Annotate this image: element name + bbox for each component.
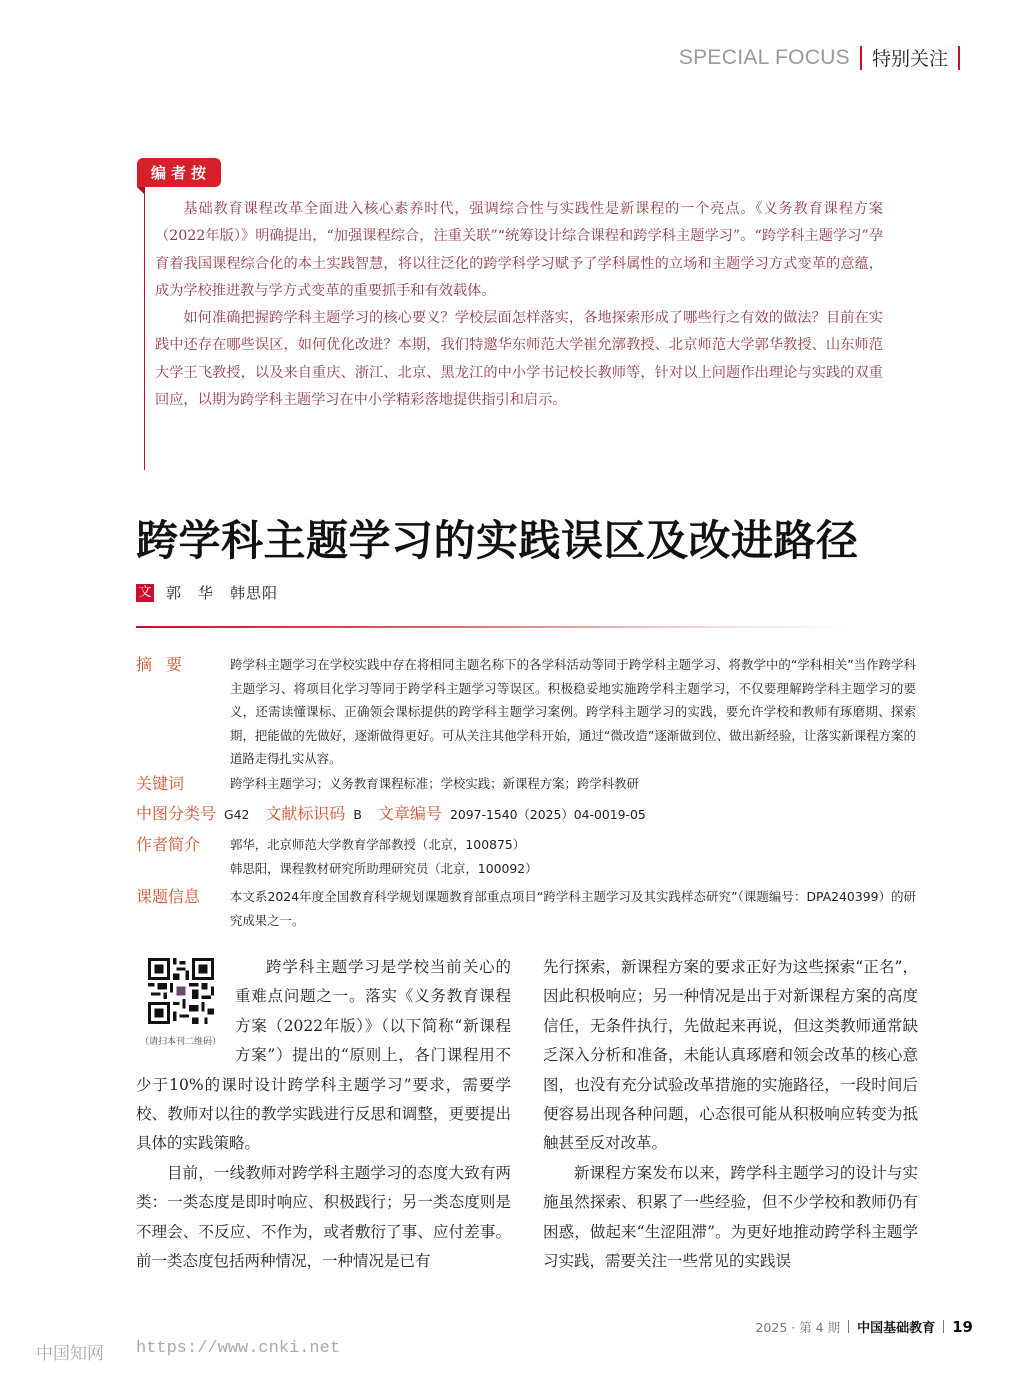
abstract-block — [136, 653, 916, 771]
article-no-value: 2097-1540（2025）04-0019-05 — [449, 807, 646, 822]
body-column-right — [543, 953, 918, 1276]
keywords-block — [136, 772, 916, 796]
byline-label: 文 — [136, 584, 154, 602]
fund-block — [136, 885, 916, 932]
editor-note-paragraph: 基础教育课程改革全面进入核心素养时代，强调综合性与实践性是新课程的一个亮点。《义务教育课程方案（2022年版）》明确提出，“加强课程综合，注重关联”“统筹设计综合课程和跨学科主题学习”。“跨学科主题学习”孕育着我国课程综合化的本土实践智慧，将以往泛化的跨学科学习赋予了学科属性的立场和主题学习方式变革的意蕴，成为学校推进教与学方式变革的重要抓手和有效载体。 — [155, 201, 883, 299]
doc-code-value: B — [353, 807, 362, 822]
journal-name: 中国基础教育 — [857, 1321, 936, 1336]
page-footer — [755, 1317, 973, 1336]
doc-code-label: 文献标识码 — [265, 804, 346, 823]
fund-text: 本文系2024年度全国教育科学规划课题教育部重点项目“跨学科主题学习及其实践样态研究”（课题编号：DPA240399）的研究成果之一。 — [230, 889, 916, 928]
keywords-label: 关键词 — [136, 774, 185, 793]
body-paragraph: 目前，一线教师对跨学科主题学习的态度大致有两类：一类态度是即时响应、积极践行；另一类态度则是不理会、不反应、不作为，或者敷衍了事、应付差事。前一类态度包括两种情况，一种情况是已有 — [136, 1163, 511, 1271]
editor-note-body — [155, 196, 883, 414]
body-paragraph: 新课程方案发布以来，跨学科主题学习的设计与实施虽然探索、积累了一些经验，但不少学校和教师仍有困惑，做起来“生涩阻滞”。为更好地推动跨学科主题学习实践，需要关注一些常见的实践误 — [543, 1163, 918, 1271]
footer-divider — [943, 1320, 944, 1333]
abstract-label: 摘要 — [136, 655, 197, 674]
author-info-label: 作者简介 — [136, 835, 201, 854]
fund-label: 课题信息 — [136, 887, 201, 906]
author-info-line: 韩思阳，课程教材研究所助理研究员（北京，100092） — [230, 860, 538, 876]
body-column-left — [136, 953, 511, 1276]
section-name-cn: 特别关注 — [871, 48, 948, 70]
author-name: 韩思阳 — [230, 584, 279, 602]
cnki-watermark — [36, 1339, 340, 1364]
article-title: 跨学科主题学习的实践误区及改进路径 — [136, 516, 859, 565]
section-name-en: SPECIAL FOCUS — [678, 45, 850, 69]
body-paragraph: 先行探索，新课程方案的要求正好为这些探索“正名”，因此积极响应；另一种情况是出于对新课程方案的高度信任，无条件执行，先做起来再说，但这类教师通常缺乏深入分析和准备，未能认真琢磨和领会改革的核心意图，也没有充分试验改革措施的实施路径，一段时间后便容易出现各种问题，心态很可能从积极响应转变为抵触甚至反对改革。 — [543, 958, 918, 1153]
classification-block — [136, 802, 916, 827]
editor-note-paragraph: 如何准确把握跨学科主题学习的核心要义？学校层面怎样落实，各地探索形成了哪些行之有效的做法？目前在实践中还存在哪些误区，如何优化改进？本期，我们特邀华东师范大学崔允漷教授、北京师范大学郭华教授、山东师范大学王飞教授，以及来自重庆、浙江、北京、黑龙江的中小学书记校长教师等，针对以上问题作出理论与实践的双重回应，以期为跨学科主题学习在中小学精彩落地提供指引和启示。 — [155, 310, 883, 409]
byline — [136, 582, 294, 603]
author-info-block — [136, 833, 916, 880]
body-paragraph-text: 跨学科主题学习是学校当前关心的重难点问题之一。落实《义务教育课程方案（2022年版）》（以下简称“新课程方案”）提出的“原则上，各门课程用不少于10%的课时设计跨学科主题学习”要求，需要学校、教师对以往的教学实践进行反思和调整，更要提出具体的实践策略。 — [136, 958, 511, 1153]
issue-label: 2025 · 第 4 期 — [755, 1319, 841, 1335]
title-divider — [136, 626, 856, 628]
section-header — [679, 44, 970, 71]
author-info-line: 郭华，北京师范大学教育学部教授（北京，100875） — [230, 837, 526, 852]
header-divider-end — [958, 46, 960, 70]
qr-caption: （请扫本刊二维码） — [140, 1037, 222, 1047]
article-no-label: 文章编号 — [377, 804, 442, 823]
page-number: 19 — [952, 1317, 973, 1336]
clc-label: 中图分类号 — [136, 804, 217, 823]
watermark-site: 中国知网 — [36, 1344, 104, 1364]
qr-float-space — [136, 953, 235, 1070]
abstract-text: 跨学科主题学习在学校实践中存在将相同主题名称下的各学科活动等同于跨学科主题学习、将教学中的“学科相关”当作跨学科主题学习、将项目化学习等同于跨学科主题学习等误区。积极稳妥地实施跨学科主题学习，不仅要理解跨学科主题学习的要义，还需读懂课标、正确领会课标提供的跨学科主题学习案例。跨学科主题学习的实践，要允许学校和教师有琢磨期、探索期，把能做的先做好，逐渐做得更好。可从关注其他学科开始，通过“微改造”逐渐做到位、做出新经验，让落实新课程方案的道路走得扎实从容。 — [230, 657, 916, 766]
editor-note-tag: 编者按 — [137, 158, 221, 187]
header-divider — [860, 46, 862, 70]
clc-value: G42 — [224, 807, 250, 822]
editor-note-rule — [144, 192, 145, 470]
watermark-url[interactable]: https://www.cnki.net — [136, 1339, 341, 1358]
keywords-text: 跨学科主题学习；义务教育课程标准；学校实践；新课程方案；跨学科教研 — [230, 776, 639, 791]
author-name: 郭 华 — [166, 584, 215, 602]
footer-divider — [848, 1320, 849, 1333]
